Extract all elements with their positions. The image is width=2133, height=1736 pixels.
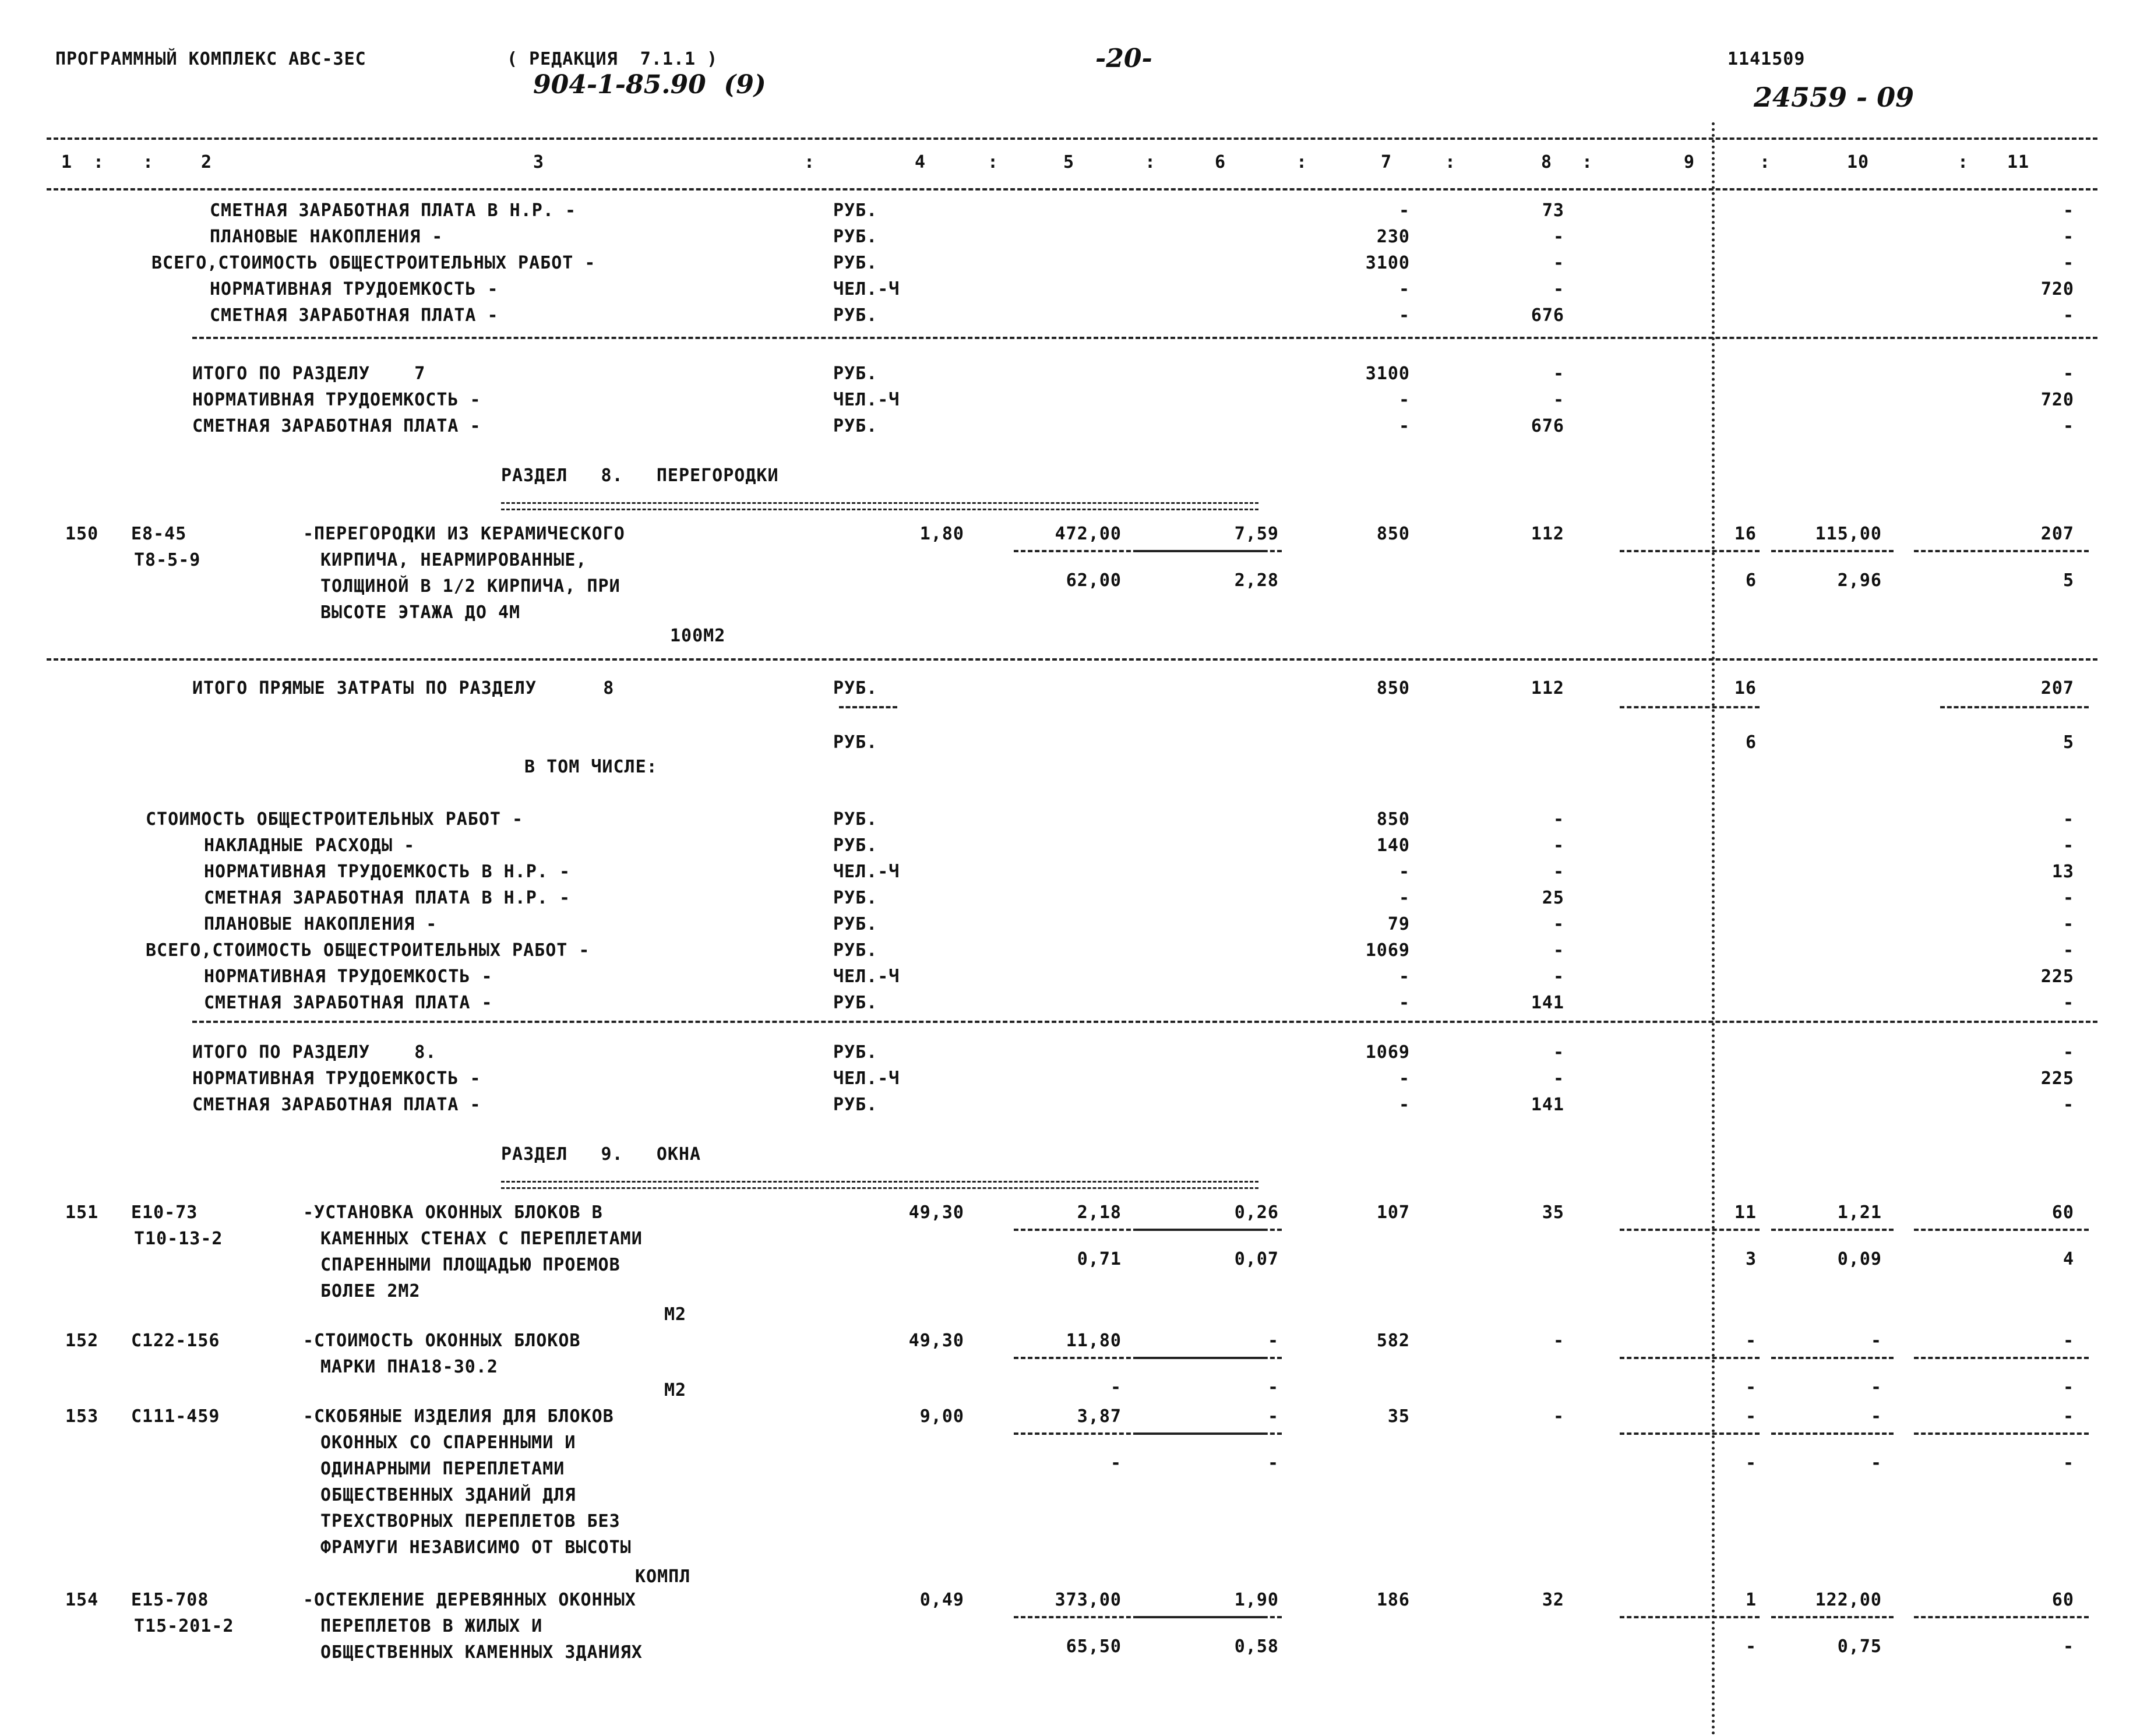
unit-of-measure: РУБ. <box>833 1042 878 1063</box>
rule <box>1914 1616 2089 1618</box>
total-column-10: 122,00 <box>1815 1590 1882 1610</box>
total-cost: 107 <box>1376 1202 1410 1223</box>
column-8-value: - <box>1553 364 1564 384</box>
total-column-9-lower: - <box>1745 1453 1757 1473</box>
summary-label: ИТОГО ПО РАЗДЕЛУ 7 <box>192 364 426 384</box>
column-7-value: - <box>1398 888 1410 908</box>
item-description-line: ФРАМУГИ НЕЗАВИСИМО ОТ ВЫСОТЫ <box>320 1537 632 1558</box>
unit-cost: 373,00 <box>1055 1590 1122 1610</box>
column-7-value: 140 <box>1376 835 1410 856</box>
column-11-value: 225 <box>2040 1068 2074 1089</box>
total-column-9-lower: 3 <box>1745 1249 1757 1269</box>
total-column-8: 112 <box>1531 524 1564 544</box>
summary-label: СМЕТНАЯ ЗАРАБОТНАЯ ПЛАТА - <box>210 305 499 326</box>
column-separator: : <box>988 152 999 172</box>
column-8-value: - <box>1553 809 1564 830</box>
section-title: РАЗДЕЛ 9. ОКНА <box>501 1144 701 1165</box>
total-column-11: - <box>2063 1331 2074 1351</box>
total-column-11: 60 <box>2051 1590 2074 1610</box>
rule <box>1940 706 2089 708</box>
unit-cost: 3,87 <box>1077 1406 1122 1427</box>
unit-wage-column-6: 0,58 <box>1234 1636 1279 1657</box>
item-description-line: -ОСТЕКЛЕНИЕ ДЕРЕВЯННЫХ ОКОННЫХ <box>303 1590 636 1610</box>
item-number: 152 <box>65 1331 99 1351</box>
unit-of-measure: РУБ. <box>833 914 878 934</box>
breakdown-label: ПЛАНОВЫЕ НАКОПЛЕНИЯ - <box>204 914 438 934</box>
quantity: 0,49 <box>919 1590 964 1610</box>
total-column-8: 32 <box>1542 1590 1564 1610</box>
rule <box>1620 550 1760 552</box>
item-description-line: ВЫСОТЕ ЭТАЖА ДО 4М <box>320 602 521 623</box>
item-description-line: -СТОИМОСТЬ ОКОННЫХ БЛОКОВ <box>303 1331 581 1351</box>
norm-code-secondary: Т8-5-9 <box>134 550 201 570</box>
total-column-9: - <box>1745 1406 1757 1427</box>
column-7-value: - <box>1398 1095 1410 1115</box>
total-column-11-lower: - <box>2063 1377 2074 1398</box>
rule <box>1771 1229 1894 1231</box>
column-number-11: 11 <box>2007 152 2030 172</box>
column-11-value: - <box>2063 888 2074 908</box>
item-description-line: -СКОБЯНЫЕ ИЗДЕЛИЯ ДЛЯ БЛОКОВ <box>303 1406 614 1427</box>
column-11-value: - <box>2063 993 2074 1013</box>
rule <box>1620 1616 1760 1618</box>
total-column-11-lower: 4 <box>2063 1249 2074 1269</box>
column-8-value: - <box>1553 227 1564 247</box>
column-11-value: - <box>2063 835 2074 856</box>
item-number: 150 <box>65 524 99 544</box>
column-11-value: 13 <box>2051 862 2074 882</box>
total-column-11-lower: - <box>2063 1636 2074 1657</box>
unit-wage: - <box>1110 1377 1122 1398</box>
unit-of-measure: ЧЕЛ.-Ч <box>833 390 900 410</box>
rule <box>192 1021 2097 1023</box>
total-column-9-lower: 6 <box>1745 570 1757 591</box>
breakdown-label: СМЕТНАЯ ЗАРАБОТНАЯ ПЛАТА В Н.Р. - <box>204 888 571 908</box>
rule <box>1136 1229 1282 1231</box>
column-9-value-lower: 6 <box>1745 732 1757 753</box>
column-8-value: - <box>1553 966 1564 987</box>
unit-cost: 11,80 <box>1066 1331 1122 1351</box>
column-number-5: 5 <box>1063 152 1075 172</box>
item-description-line: ПЕРЕПЛЕТОВ В ЖИЛЫХ И <box>320 1616 543 1636</box>
quantity: 9,00 <box>919 1406 964 1427</box>
norm-code: С122-156 <box>131 1331 220 1351</box>
item-description-line: ТРЕХСТВОРНЫХ ПЕРЕПЛЕТОВ БЕЗ <box>320 1511 620 1532</box>
unit-of-measure: РУБ. <box>833 940 878 961</box>
unit-of-measure: РУБ. <box>833 993 878 1013</box>
item-description-line: БОЛЕЕ 2М2 <box>320 1281 421 1301</box>
total-column-10-lower: 0,75 <box>1837 1636 1882 1657</box>
unit-wage: 65,50 <box>1066 1636 1122 1657</box>
rule <box>839 706 897 708</box>
column-separator: : <box>1760 152 1771 172</box>
item-description-line: ОДИНАРНЫМИ ПЕРЕПЛЕТАМИ <box>320 1459 565 1479</box>
norm-code: Е15-708 <box>131 1590 209 1610</box>
column-8-value: 141 <box>1531 1095 1564 1115</box>
total-column-11-lower: - <box>2063 1453 2074 1473</box>
column-8-value: - <box>1553 390 1564 410</box>
total-cost: 850 <box>1376 524 1410 544</box>
rule <box>1771 1616 1894 1618</box>
column-8-value: - <box>1553 1042 1564 1063</box>
item-unit: 100М2 <box>670 626 726 646</box>
double-rule <box>501 1181 1258 1189</box>
rule <box>1136 1432 1282 1435</box>
item-number: 151 <box>65 1202 99 1223</box>
rule <box>1771 1357 1894 1359</box>
column-8-value: - <box>1553 835 1564 856</box>
column-7-value: - <box>1398 993 1410 1013</box>
column-7-value: - <box>1398 1068 1410 1089</box>
column-8-value: - <box>1553 279 1564 299</box>
item-description-line: ТОЛЩИНОЙ В 1/2 КИРПИЧА, ПРИ <box>320 576 620 597</box>
unit-wage-column-6: 0,07 <box>1234 1249 1279 1269</box>
summary-label: НОРМАТИВНАЯ ТРУДОЕМКОСТЬ - <box>210 279 499 299</box>
summary-label: НОРМАТИВНАЯ ТРУДОЕМКОСТЬ - <box>192 390 481 410</box>
norm-code-secondary: Т10-13-2 <box>134 1229 223 1249</box>
column-8-value: - <box>1553 940 1564 961</box>
unit-of-measure: РУБ. <box>833 835 878 856</box>
unit-of-measure: РУБ. <box>833 732 878 753</box>
total-column-10-lower: - <box>1870 1377 1882 1398</box>
breakdown-label: НОРМАТИВНАЯ ТРУДОЕМКОСТЬ - <box>204 966 493 987</box>
total-column-9-lower: - <box>1745 1636 1757 1657</box>
item-description-line: -УСТАНОВКА ОКОННЫХ БЛОКОВ В <box>303 1202 603 1223</box>
column-8-value: 25 <box>1542 888 1564 908</box>
column-8-value: 141 <box>1531 993 1564 1013</box>
column-7-value: - <box>1398 966 1410 987</box>
column-11-value: - <box>2063 914 2074 934</box>
total-column-8: - <box>1553 1406 1564 1427</box>
rule <box>1620 1229 1760 1231</box>
total-cost: 582 <box>1376 1331 1410 1351</box>
unit-cost-column-6: 0,26 <box>1234 1202 1279 1223</box>
unit-wage: - <box>1110 1453 1122 1473</box>
column-11-value-lower: 5 <box>2063 732 2074 753</box>
column-9-divider <box>1712 122 1715 1736</box>
column-7-value: - <box>1398 390 1410 410</box>
rule <box>47 658 2097 661</box>
total-column-10: 115,00 <box>1815 524 1882 544</box>
column-9-value: 16 <box>1734 678 1757 698</box>
summary-label: ВСЕГО,СТОИМОСТЬ ОБЩЕСТРОИТЕЛЬНЫХ РАБОТ - <box>151 253 596 273</box>
column-8-value: 676 <box>1531 305 1564 326</box>
total-cost: 186 <box>1376 1590 1410 1610</box>
unit-cost-column-6: 7,59 <box>1234 524 1279 544</box>
column-11-value: - <box>2063 1042 2074 1063</box>
column-number-4: 4 <box>915 152 926 172</box>
summary-label: СМЕТНАЯ ЗАРАБОТНАЯ ПЛАТА - <box>192 1095 481 1115</box>
column-7-value: 3100 <box>1365 364 1410 384</box>
unit-wage: 62,00 <box>1066 570 1122 591</box>
program-name: ПРОГРАММНЫЙ КОМПЛЕКС АВС-3ЕС <box>55 49 366 69</box>
unit-wage-column-6: 2,28 <box>1234 570 1279 591</box>
column-number-10: 10 <box>1847 152 1870 172</box>
total-column-11: - <box>2063 1406 2074 1427</box>
document-number: 1141509 <box>1727 49 1806 69</box>
item-number: 153 <box>65 1406 99 1427</box>
summary-label: СМЕТНАЯ ЗАРАБОТНАЯ ПЛАТА - <box>192 416 481 436</box>
quantity: 49,30 <box>908 1331 964 1351</box>
page-number: -20- <box>1095 44 1152 73</box>
column-7-value: 3100 <box>1365 253 1410 273</box>
total-column-10: 1,21 <box>1837 1202 1882 1223</box>
unit-cost-column-6: 1,90 <box>1234 1590 1279 1610</box>
column-8-value: - <box>1553 1068 1564 1089</box>
total-column-10-lower: 2,96 <box>1837 570 1882 591</box>
total-cost: 35 <box>1387 1406 1410 1427</box>
total-column-11: 207 <box>2040 524 2074 544</box>
total-column-9: 16 <box>1734 524 1757 544</box>
column-11-value: 225 <box>2040 966 2074 987</box>
item-description-line: КАМЕННЫХ СТЕНАХ С ПЕРЕПЛЕТАМИ <box>320 1229 643 1249</box>
column-number-9: 9 <box>1684 152 1695 172</box>
unit-wage-column-6: - <box>1267 1377 1279 1398</box>
total-column-9: - <box>1745 1331 1757 1351</box>
rule <box>1771 550 1894 552</box>
quantity: 1,80 <box>919 524 964 544</box>
norm-code: Е8-45 <box>131 524 187 544</box>
total-column-11: 60 <box>2051 1202 2074 1223</box>
rule <box>47 188 2097 190</box>
column-11-value: - <box>2063 253 2074 273</box>
total-column-10: - <box>1870 1331 1882 1351</box>
column-7-value: - <box>1398 200 1410 221</box>
unit-of-measure: РУБ. <box>833 200 878 221</box>
column-separator: : <box>93 152 105 172</box>
rule <box>1620 1432 1760 1435</box>
column-8-value: - <box>1553 914 1564 934</box>
column-8-value: 676 <box>1531 416 1564 436</box>
item-description-line: ОБЩЕСТВЕННЫХ ЗДАНИЙ ДЛЯ <box>320 1485 576 1505</box>
column-11-value: - <box>2063 809 2074 830</box>
total-column-8: 35 <box>1542 1202 1564 1223</box>
edition-label: ( РЕДАКЦИЯ 7.1.1 ) <box>507 49 718 69</box>
column-8-value: 73 <box>1542 200 1564 221</box>
item-description-line: СПАРЕННЫМИ ПЛОЩАДЬЮ ПРОЕМОВ <box>320 1255 620 1275</box>
column-7-value: 1069 <box>1365 1042 1410 1063</box>
item-description-line: МАРКИ ПНА18-30.2 <box>320 1357 498 1377</box>
including-label: В ТОМ ЧИСЛЕ: <box>524 757 658 777</box>
column-11-value: - <box>2063 227 2074 247</box>
unit-cost: 472,00 <box>1055 524 1122 544</box>
rule <box>1136 1357 1282 1359</box>
rule <box>1136 1616 1282 1618</box>
breakdown-label: ВСЕГО,СТОИМОСТЬ ОБЩЕСТРОИТЕЛЬНЫХ РАБОТ - <box>146 940 590 961</box>
column-7-value: 230 <box>1376 227 1410 247</box>
rule <box>1914 1357 2089 1359</box>
unit-of-measure: РУБ. <box>833 227 878 247</box>
norm-code: С111-459 <box>131 1406 220 1427</box>
total-column-9: 1 <box>1745 1590 1757 1610</box>
item-description-line: -ПЕРЕГОРОДКИ ИЗ КЕРАМИЧЕСКОГО <box>303 524 625 544</box>
rule <box>1914 1432 2089 1435</box>
section-title: РАЗДЕЛ 8. ПЕРЕГОРОДКИ <box>501 465 779 486</box>
unit-wage: 0,71 <box>1077 1249 1122 1269</box>
column-11-value: - <box>2063 305 2074 326</box>
column-7-value: 850 <box>1376 678 1410 698</box>
column-11-value: 720 <box>2040 390 2074 410</box>
column-number-3: 3 <box>533 152 545 172</box>
column-number-1: 1 <box>61 152 73 172</box>
item-description-line: ОКОННЫХ СО СПАРЕННЫМИ И <box>320 1432 576 1453</box>
item-description-line: ОБЩЕСТВЕННЫХ КАМЕННЫХ ЗДАНИЯХ <box>320 1642 643 1663</box>
column-8-value: - <box>1553 253 1564 273</box>
rule <box>1914 1229 2089 1231</box>
direct-costs-label: ИТОГО ПРЯМЫЕ ЗАТРАТЫ ПО РАЗДЕЛУ 8 <box>192 678 615 698</box>
column-11-value: - <box>2063 200 2074 221</box>
item-unit: КОМПЛ <box>635 1566 691 1587</box>
handwritten-registration-number: 24559 - 09 <box>1754 82 1915 113</box>
column-11-value: 720 <box>2040 279 2074 299</box>
column-7-value: 1069 <box>1365 940 1410 961</box>
total-column-10: - <box>1870 1406 1882 1427</box>
unit-wage-column-6: - <box>1267 1453 1279 1473</box>
unit-cost: 2,18 <box>1077 1202 1122 1223</box>
rule <box>47 137 2097 140</box>
rule <box>1620 706 1760 708</box>
unit-of-measure: РУБ. <box>833 416 878 436</box>
rule <box>192 337 2097 339</box>
unit-of-measure: РУБ. <box>833 678 878 698</box>
item-unit: М2 <box>664 1304 687 1325</box>
summary-label: НОРМАТИВНАЯ ТРУДОЕМКОСТЬ - <box>192 1068 481 1089</box>
rule <box>1771 1432 1894 1435</box>
double-rule <box>501 502 1258 510</box>
column-7-value: - <box>1398 416 1410 436</box>
breakdown-label: НАКЛАДНЫЕ РАСХОДЫ - <box>204 835 415 856</box>
unit-of-measure: ЧЕЛ.-Ч <box>833 862 900 882</box>
unit-of-measure: ЧЕЛ.-Ч <box>833 279 900 299</box>
column-7-value: - <box>1398 305 1410 326</box>
rule <box>1136 550 1282 552</box>
column-number-6: 6 <box>1215 152 1226 172</box>
unit-of-measure: РУБ. <box>833 888 878 908</box>
column-7-value: 850 <box>1376 809 1410 830</box>
unit-of-measure: РУБ. <box>833 1095 878 1115</box>
column-number-8: 8 <box>1541 152 1553 172</box>
column-number-2: 2 <box>201 152 213 172</box>
item-number: 154 <box>65 1590 99 1610</box>
unit-cost-column-6: - <box>1267 1331 1279 1351</box>
column-separator: : <box>1445 152 1457 172</box>
column-11-value: - <box>2063 940 2074 961</box>
unit-of-measure: РУБ. <box>833 253 878 273</box>
total-column-9-lower: - <box>1745 1377 1757 1398</box>
total-column-10-lower: 0,09 <box>1837 1249 1882 1269</box>
rule <box>1620 1357 1760 1359</box>
column-separator: : <box>1958 152 1969 172</box>
column-separator: : <box>804 152 816 172</box>
column-separator: : <box>143 152 154 172</box>
norm-code-secondary: Т15-201-2 <box>134 1616 234 1636</box>
column-11-value: 207 <box>2040 678 2074 698</box>
column-7-value: - <box>1398 279 1410 299</box>
column-separator: : <box>1296 152 1308 172</box>
item-description-line: КИРПИЧА, НЕАРМИРОВАННЫЕ, <box>320 550 587 570</box>
breakdown-label: НОРМАТИВНАЯ ТРУДОЕМКОСТЬ В Н.Р. - <box>204 862 571 882</box>
rule <box>1914 550 2089 552</box>
total-column-8: - <box>1553 1331 1564 1351</box>
unit-of-measure: ЧЕЛ.-Ч <box>833 966 900 987</box>
breakdown-label: СТОИМОСТЬ ОБЩЕСТРОИТЕЛЬНЫХ РАБОТ - <box>146 809 524 830</box>
column-separator: : <box>1145 152 1157 172</box>
column-8-value: - <box>1553 862 1564 882</box>
column-11-value: - <box>2063 364 2074 384</box>
total-column-9: 11 <box>1734 1202 1757 1223</box>
unit-of-measure: РУБ. <box>833 809 878 830</box>
unit-of-measure: РУБ. <box>833 305 878 326</box>
column-separator: : <box>1582 152 1593 172</box>
column-11-value: - <box>2063 1095 2074 1115</box>
unit-of-measure: ЧЕЛ.-Ч <box>833 1068 900 1089</box>
handwritten-project-code: 904-1-85.90 (9) <box>533 70 766 100</box>
column-7-value: - <box>1398 862 1410 882</box>
column-11-value: - <box>2063 416 2074 436</box>
summary-label: ИТОГО ПО РАЗДЕЛУ 8. <box>192 1042 437 1063</box>
norm-code: Е10-73 <box>131 1202 198 1223</box>
total-column-11-lower: 5 <box>2063 570 2074 591</box>
unit-of-measure: РУБ. <box>833 364 878 384</box>
column-7-value: 79 <box>1387 914 1410 934</box>
item-unit: М2 <box>664 1380 687 1400</box>
column-8-value: 112 <box>1531 678 1564 698</box>
unit-cost-column-6: - <box>1267 1406 1279 1427</box>
breakdown-label: СМЕТНАЯ ЗАРАБОТНАЯ ПЛАТА - <box>204 993 493 1013</box>
total-column-10-lower: - <box>1870 1453 1882 1473</box>
column-number-7: 7 <box>1381 152 1392 172</box>
summary-label: ПЛАНОВЫЕ НАКОПЛЕНИЯ - <box>210 227 443 247</box>
summary-label: СМЕТНАЯ ЗАРАБОТНАЯ ПЛАТА В Н.Р. - <box>210 200 577 221</box>
quantity: 49,30 <box>908 1202 964 1223</box>
